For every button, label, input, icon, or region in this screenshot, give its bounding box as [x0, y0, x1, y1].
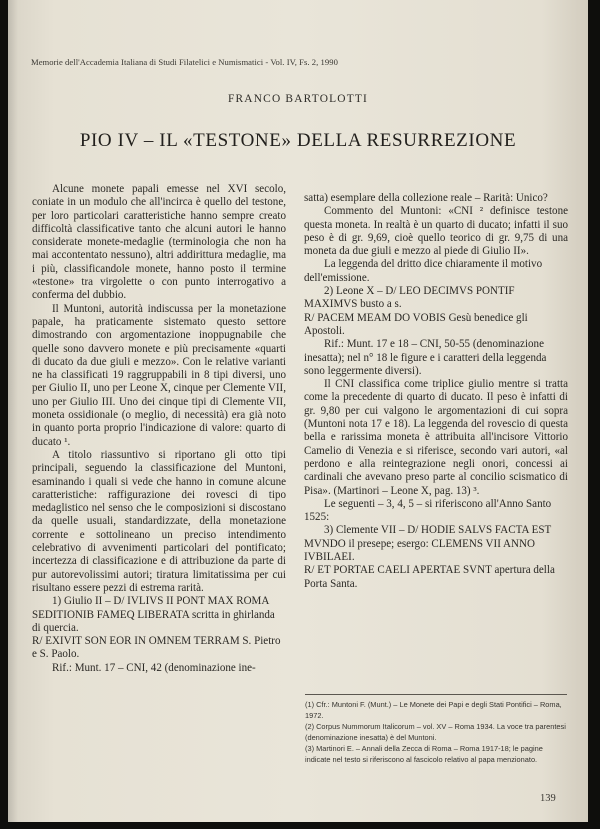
coin-reverse: R/ PACEM MEAM DO VOBIS Gesù benedice gli Apostoli.: [304, 311, 528, 337]
left-column: [32, 183, 286, 675]
footnote: (3) Martinori E. – Annali della Zecca di Roma – Roma 1917-18; le pagine indicate nel testo si riferiscono al fascicolo relativo al papa menzionato.: [305, 744, 543, 764]
running-head: Memorie dell'Accademia Italiana di Studi Filatelici e Numismatici - Vol. IV, Fs. 2, 1990: [31, 57, 338, 67]
coin-reverse: R/ ET PORTAE CAELI APERTAE SVNT apertura della Porta Santa.: [304, 564, 555, 590]
right-column: [304, 192, 568, 591]
coin-entry: 3) Clemente VII – D/ HODIE SALVS FACTA EST MVNDO il presepe; esergo: CLEMENS VII ANNO IVBILAEI.: [304, 524, 552, 564]
paragraph: Il Muntoni, autorità indiscussa per la monetazione papale, ha praticamente sistemato questo settore dimostrando con argomentazione inoppugnabile che quelle sono davvero monete e più precisamente «quarti di ducato da due giuli e mezzo». Con le relative varianti ne ha classificati 19 raggruppabili in 8 tipi diversi, uno per Giulio II, uno per Leone X, cinque per Clemente VII, uno per Giulio III. Uno dei cinque tipi di Clemente VII, moneta ossidionale (o meglio, di necessità) era già noto in quanto porta proprio l'indicazione di valore: quarto di ducato ¹.: [32, 302, 286, 448]
page-number: 139: [540, 793, 556, 804]
book-page: [8, 0, 588, 822]
footnote: (2) Corpus Nummorum Italicorum – vol. XV – Roma 1934. La voce tra parentesi (denominazione inesatta) è del Muntoni.: [305, 722, 566, 742]
coin-entry: 2) Leone X – D/ LEO DECIMVS PONTIF MAXIMVS busto a s.: [304, 285, 515, 311]
coin-reference: Rif.: Munt. 17 – CNI, 42 (denominazione ine-: [52, 661, 256, 674]
paragraph: Alcune monete papali emesse nel XVI secolo, coniate in un modulo che all'incirca è quello del testone, per loro particolari caratteristiche hanno sempre creato difficoltà classificative tanto che alcuni autori le hanno considerate monete-medaglie (terminologia che non ha mai accontentato nessuno), altri addirittura medaglie, ma i più, classificandole monete, hanno posto il termine «testone» tra virgolette o con punto interrogativo a conferma del dubbio.: [32, 183, 286, 302]
paragraph: A titolo riassuntivo si riportano gli otto tipi principali, seguendo la classificazione del Muntoni, esaminando i quali si vede che hanno in comune alcune caratteristiche: raffigurazione dei rovesci di tipo medaglistico nel senso che le composizioni si discostano da quelle usuali, standardizzate, della monetazione corrente e sottolineano un preciso intendimento celebrativo di avvenimenti particolari del pontificato; incertezza di classificazione e di attribuzione da parte di pur autorevolissimi autori; tiratura limitatissima per cui risultano essere pezzi di estrema rarità.: [32, 448, 286, 594]
paragraph: Commento del Muntoni: «CNI ² definisce testone questa moneta. In realtà è un quarto di ducato; infatti il suo peso è di gr. 9,69, cioè quello teorico di gr. 9,75 di una moneta da due giuli e mezzo al piede di Giulio II».: [304, 205, 568, 258]
paragraph: La leggenda del dritto dice chiaramente il motivo dell'emissione.: [304, 258, 543, 284]
coin-reverse: R/ EXIVIT SON EOR IN OMNEM TERRAM S. Pietro e S. Paolo.: [32, 635, 281, 661]
paragraph: Il CNI classifica come triplice giulio mentre si tratta come la precedente di quarto di ducato. Il peso è infatti di gr. 9,80 per cui valgono le argomentazioni di cui sopra (Muntoni nota 17 e 18). La leggenda del rovescio di questa bella e rarissima moneta è attribuita all'incisore Vittorio Camelio di Venezia e si riferisce, secondo vari autori, «al perdono e alla reintegrazione negli onori, concessi ai cardinali che avevano preso parte al concilio scismatico di Pisa». (Martinori – Leone X, pag. 13) ³.: [304, 378, 568, 497]
footnote: (1) Cfr.: Muntoni F. (Munt.) – Le Monete dei Papi e degli Stati Pontifici – Roma, 1972.: [305, 700, 562, 720]
coin-entry: 1) Giulio II – D/ IVLIVS II PONT MAX ROMA SEDITIONIB FAMEQ LIBERATA scritta in ghirlanda di quercia.: [32, 595, 275, 634]
page-gutter-shadow: [8, 0, 18, 822]
article-title: PIO IV – IL «TESTONE» DELLA RESURREZIONE: [79, 130, 517, 151]
coin-reference: Rif.: Munt. 17 e 18 – CNI, 50-55 (denominazione inesatta); nel n° 18 le figure e i caratteri della leggenda sono leggermente diversi).: [304, 338, 547, 377]
coin-reference-cont: satta) esemplare della collezione reale – Rarità: Unico?: [304, 192, 548, 204]
paragraph: Le seguenti – 3, 4, 5 – si riferiscono all'Anno Santo 1525:: [304, 497, 552, 524]
author-name: FRANCO BARTOLOTTI: [227, 93, 369, 105]
footnotes: [305, 694, 567, 765]
